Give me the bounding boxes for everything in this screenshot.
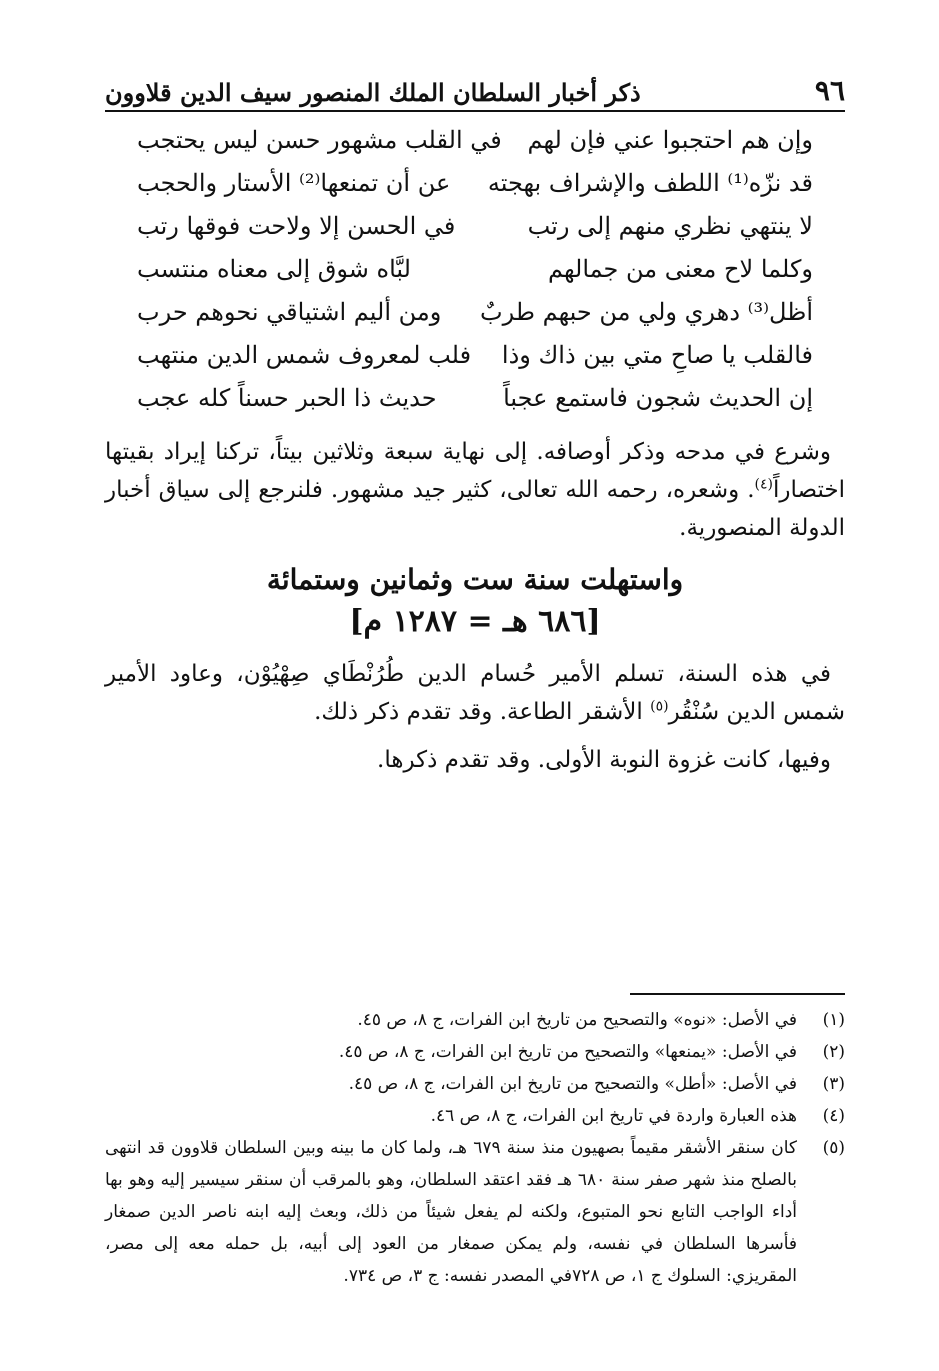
footnote-ref[interactable]: (٤) <box>754 476 773 493</box>
verse-second-hemistich: حديث ذا الحبر حسناً كله عجب <box>137 384 437 412</box>
poem-verse <box>105 255 845 298</box>
verse-first-hemistich: فالقلب يا صاحِ متي بين ذاك وذا <box>501 341 813 369</box>
verse-first-hemistich: لا ينتهي نظري منهم إلى رتب <box>527 212 813 240</box>
poem <box>105 126 845 427</box>
paragraph-text: وفيها، كانت غزوة النوبة الأولى. وقد تقدم ذكرها. <box>377 747 831 773</box>
verse-second-hemistich: فلب لمعروف شمس الدين منتهب <box>137 341 472 369</box>
poem-verse <box>105 298 845 341</box>
verse-first-hemistich: أظل⁽³⁾ دهري ولي من حبهم طربٌ <box>480 298 813 326</box>
poem-verse <box>105 384 845 427</box>
verse-second-hemistich: في الحسن إلا ولاحت فوقها رتب <box>137 212 456 240</box>
footnote-number: (٢) <box>822 1042 845 1062</box>
year-title: واستهلت سنة ست وثمانين وستمائة <box>266 563 684 596</box>
poem-verse <box>105 169 845 212</box>
verse-second-hemistich: عن أن تمنعها⁽²⁾ الأستار والحجب <box>137 169 451 197</box>
footnote <box>105 1132 845 1292</box>
poem-verse <box>105 126 845 169</box>
verse-second-hemistich: ومن أليم اشتياقي نحوهم حرب <box>137 298 442 326</box>
paragraph-text: الأشقر الطاعة. وقد تقدم ذكر ذلك. <box>314 699 651 725</box>
footnote-number: (٤) <box>822 1106 845 1126</box>
footnote <box>105 1100 845 1132</box>
footnote-text: في الأصل: «نوه» والتصحيح من تاريخ ابن الفرات، ج ٨، ص ٤٥. <box>357 1010 797 1030</box>
footnote-text: كان سنقر الأشقر مقيماً بصهيون منذ سنة ٦٧٩ هـ، ولما كان ما بينه وبين السلطان قلاوون قد انتهى بالصلح منذ شهر صفر سنة ٦٨٠ هـ فقد اعتقد السلطان، وهو بالمرقب أن سنقر سيسير إليه وهو بها أداء الواجب التابع نحو المتبوع، ولكنه لم يفعل شيئاً من ذلك، وبعث إليه ابنه ناصر الدين صمغار فأسرها السلطان في نفسه، ولم يمكن صمغار من العود إلى أبيه، بل حمله معه إلى مصر، المقريزي: السلوك ج ١، ص ٧٢٨في المصدر نفسه: ج ٣، ص ٧٣٤. <box>105 1138 797 1286</box>
header-rule <box>105 110 845 112</box>
verse-first-hemistich: قد نزّه⁽¹⁾ اللطف والإشراف بهجته <box>487 169 813 197</box>
paragraph-text: في هذه السنة، تسلم الأمير حُسام الدين طُرُنْطَاي صِهْيُوْن، وعاود الأمير شمس الدين سُنْقُر <box>105 661 845 725</box>
verse-first-hemistich: وكلما لاح معنى من جمالهم <box>547 255 813 283</box>
footnote <box>105 1004 845 1036</box>
year-date: [٦٨٦ هـ = ١٢٨٧ م] <box>349 604 601 639</box>
poem-verse <box>105 212 845 255</box>
verse-first-hemistich: وإن هم احتجبوا عني فإن لهم <box>527 126 813 154</box>
page-number: ٩٦ <box>814 74 845 107</box>
footnote-number: (٣) <box>822 1074 845 1094</box>
footnote-text: في الأصل: «أطل» والتصحيح من تاريخ ابن الفرات، ج ٨، ص ٤٥. <box>348 1074 797 1094</box>
footnote-text: هذه العبارة واردة في تاريخ ابن الفرات، ج ٨، ص ٤٦. <box>430 1106 797 1126</box>
paragraph-after-poem <box>105 433 845 547</box>
footnote-number: (١) <box>822 1010 845 1030</box>
year-heading <box>105 560 845 644</box>
paragraph-text: . وشعره، رحمه الله تعالى، كثير جيد مشهور. فلنرجع إلى سياق أخبار الدولة المنصورية. <box>105 477 845 541</box>
paragraph-text: وشرع في مدحه وذكر أوصافه. إلى نهاية سبعة وثلاثين بيتاً، تركنا إيراد بقيتها اختصاراً <box>105 439 845 503</box>
verse-second-hemistich: في القلب مشهور حسن ليس يحتجب <box>137 126 502 154</box>
poem-verse <box>105 341 845 384</box>
footnote-text: في الأصل: «يمنعها» والتصحيح من تاريخ ابن الفرات، ج ٨، ص ٤٥. <box>338 1042 797 1062</box>
verse-second-hemistich: لبَّاه شوق إلى معناه منتسب <box>137 255 411 283</box>
running-header <box>105 70 845 110</box>
footnote-number: (٥) <box>822 1138 845 1158</box>
paragraph-year-events <box>105 655 845 731</box>
footnote-rule <box>630 993 845 995</box>
paragraph-nubia-campaign <box>105 741 845 779</box>
footnote <box>105 1068 845 1100</box>
running-title: ذكر أخبار السلطان الملك المنصور سيف الدين قلاوون <box>105 78 641 107</box>
verse-first-hemistich: إن الحديث شجون فاستمع عجباً <box>503 384 813 412</box>
footnote-ref[interactable]: (٥) <box>650 698 669 715</box>
footnotes <box>105 1004 845 1292</box>
footnote <box>105 1036 845 1068</box>
